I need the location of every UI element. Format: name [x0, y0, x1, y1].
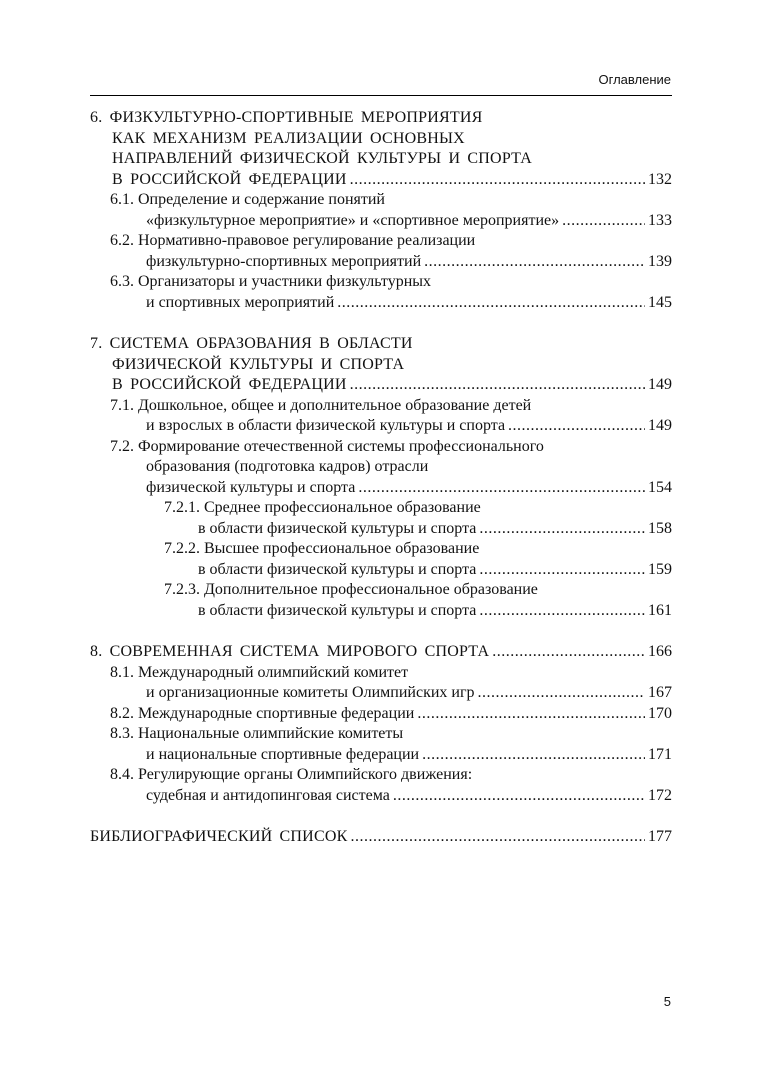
- dot-leader: [478, 683, 645, 704]
- toc-entry-text: и организационные комитеты Олимпийских игр: [146, 684, 475, 701]
- toc-page-number: 149: [648, 417, 672, 434]
- dot-leader: [350, 375, 645, 396]
- toc-entry-text: 6. ФИЗКУЛЬТУРНО-СПОРТИВНЫЕ МЕРОПРИЯТИЯ: [90, 109, 483, 126]
- toc-entry-text: физической культуры и спорта: [146, 478, 356, 496]
- toc-page-number: 139: [648, 252, 672, 270]
- dot-leader: [508, 416, 645, 437]
- dot-leader: [337, 293, 645, 314]
- toc-entry-text: 7.2.3. Дополнительное профессиональное образование: [164, 581, 538, 598]
- toc-entry-text: 6.3. Организаторы и участники физкультурных: [110, 273, 432, 290]
- toc-entry-7-2-1[interactable]: [90, 498, 672, 539]
- toc-page-number: 132: [648, 170, 672, 188]
- toc-entry-text: 7.2.1. Среднее профессиональное образование: [164, 499, 481, 516]
- toc-entry-7-1[interactable]: [90, 396, 672, 437]
- toc-page-number: 166: [648, 643, 672, 660]
- dot-leader: [417, 704, 645, 725]
- toc-page-number: 159: [648, 560, 672, 578]
- toc-entry-text: в области физической культуры и спорта: [198, 519, 477, 537]
- dot-leader: [358, 478, 645, 499]
- toc-entry-text: 7.1. Дошкольное, общее и дополнительное образование детей: [110, 396, 532, 414]
- toc-entry-chapter-7[interactable]: [90, 334, 672, 396]
- header-rule: [90, 95, 672, 96]
- toc-entry-8-2[interactable]: [90, 704, 672, 725]
- toc-entry-chapter-8[interactable]: [90, 642, 672, 663]
- toc-page-number: 161: [648, 601, 672, 619]
- running-header: Оглавление: [598, 72, 671, 87]
- toc-page-number: 171: [648, 745, 672, 763]
- toc-page-number: 133: [648, 211, 672, 229]
- toc-page-number: 154: [648, 478, 672, 496]
- toc-entry-6-2[interactable]: [90, 231, 672, 272]
- dot-leader: [479, 519, 645, 540]
- toc-page-number: 167: [648, 684, 672, 701]
- toc-page-number: 177: [648, 828, 672, 845]
- toc-entry-text: 8. СОВРЕМЕННАЯ СИСТЕМА МИРОВОГО СПОРТА: [90, 643, 490, 660]
- toc-page-number: 170: [648, 704, 672, 722]
- dot-leader: [350, 827, 645, 848]
- toc-entry-text: В РОССИЙСКОЙ ФЕДЕРАЦИИ: [112, 376, 347, 393]
- toc-page-number: 158: [648, 519, 672, 537]
- toc-entry-text: «физкультурное мероприятие» и «спортивное мероприятие»: [146, 211, 560, 229]
- toc-entry-chapter-6[interactable]: [90, 108, 672, 190]
- toc-entry-8-4[interactable]: [90, 765, 672, 806]
- page-number: 5: [663, 994, 671, 1009]
- toc-entry-bibliography[interactable]: [90, 827, 672, 848]
- toc-entry-text: В РОССИЙСКОЙ ФЕДЕРАЦИИ: [112, 170, 347, 188]
- toc-entry-text: НАПРАВЛЕНИЙ ФИЗИЧЕСКОЙ КУЛЬТУРЫ И СПОРТА: [112, 150, 533, 167]
- dot-leader: [562, 211, 645, 232]
- toc-entry-7-2-3[interactable]: [90, 580, 672, 621]
- toc-entry-text: БИБЛИОГРАФИЧЕСКИЙ СПИСОК: [90, 828, 348, 845]
- toc-entry-7-2[interactable]: [90, 437, 672, 499]
- toc-page-number: 145: [648, 293, 672, 311]
- toc-entry-6-3[interactable]: [90, 272, 672, 313]
- toc-entry-text: в области физической культуры и спорта: [198, 560, 477, 578]
- toc-entry-text: судебная и антидопинговая система: [146, 786, 390, 804]
- section-gap: [90, 313, 672, 334]
- toc-page-number: 149: [648, 376, 672, 393]
- toc-entry-text: и национальные спортивные федерации: [146, 745, 420, 763]
- dot-leader: [422, 745, 645, 766]
- toc-entry-8-1[interactable]: [90, 663, 672, 704]
- dot-leader: [424, 252, 645, 273]
- toc-entry-text: 8.4. Регулирующие органы Олимпийского движения:: [110, 766, 473, 783]
- dot-leader: [492, 642, 645, 663]
- toc-entry-text: 7.2. Формирование отечественной системы профессионального: [110, 437, 544, 455]
- toc-entry-6-1[interactable]: [90, 190, 672, 231]
- toc-entry-text: образования (подготовка кадров) отрасли: [146, 458, 429, 475]
- section-gap: [90, 806, 672, 827]
- toc-entry-text: 7.2.2. Высшее профессиональное образование: [164, 540, 480, 557]
- toc-entry-text: 8.2. Международные спортивные федерации: [110, 704, 415, 722]
- toc-page-number: 172: [648, 786, 672, 804]
- toc-entry-text: 6.1. Определение и содержание понятий: [110, 191, 385, 208]
- toc-entry-7-2-2[interactable]: [90, 539, 672, 580]
- section-gap: [90, 621, 672, 642]
- dot-leader: [350, 170, 645, 191]
- toc-entry-text: ФИЗИЧЕСКОЙ КУЛЬТУРЫ И СПОРТА: [112, 355, 405, 373]
- toc-entry-text: 7. СИСТЕМА ОБРАЗОВАНИЯ В ОБЛАСТИ: [90, 335, 413, 352]
- toc-entry-text: 8.1. Международный олимпийский комитет: [110, 663, 409, 681]
- toc-entry-8-3[interactable]: [90, 724, 672, 765]
- table-of-contents: [90, 108, 672, 848]
- toc-entry-text: и взрослых в области физической культуры и спорта: [146, 417, 506, 434]
- toc-entry-text: 6.2. Нормативно-правовое регулирование реализации: [110, 232, 476, 249]
- toc-entry-text: в области физической культуры и спорта: [198, 601, 477, 619]
- toc-entry-text: 8.3. Национальные олимпийские комитеты: [110, 725, 404, 742]
- toc-entry-text: и спортивных мероприятий: [146, 293, 335, 311]
- toc-entry-text: КАК МЕХАНИЗМ РЕАЛИЗАЦИИ ОСНОВНЫХ: [112, 129, 465, 147]
- toc-entry-text: физкультурно-спортивных мероприятий: [146, 252, 422, 270]
- dot-leader: [479, 560, 645, 581]
- dot-leader: [479, 601, 645, 622]
- dot-leader: [393, 786, 645, 807]
